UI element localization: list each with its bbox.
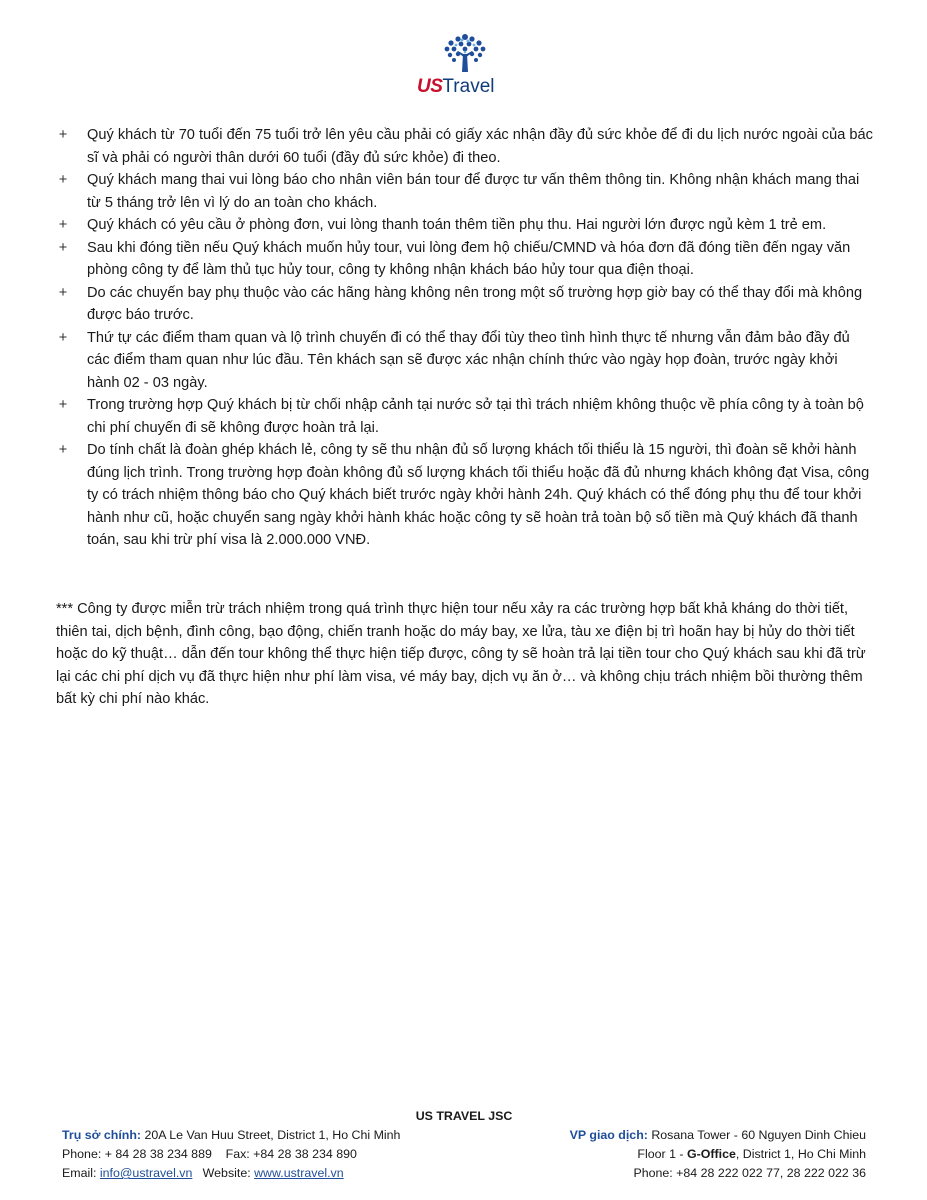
hq-phone: Phone: + 84 28 38 234 889 Fax: +84 28 38 234 890 bbox=[62, 1147, 357, 1161]
hq-label: Trụ sở chính: bbox=[62, 1128, 142, 1142]
list-item bbox=[56, 237, 874, 282]
list-item-text: Quý khách có yêu cầu ở phòng đơn, vui lòng thanh toán thêm tiền phụ thu. Hai người lớn được ngủ kèm 1 trẻ em. bbox=[87, 217, 827, 233]
list-item bbox=[56, 327, 874, 395]
plus-icon: + bbox=[58, 172, 68, 188]
office-floor-bold: G-Office bbox=[686, 1147, 736, 1161]
list-item bbox=[56, 214, 874, 237]
footer-left-column bbox=[62, 1126, 400, 1183]
list-item bbox=[56, 124, 874, 169]
list-item-text: Do các chuyến bay phụ thuộc vào các hãng hàng không nên trong một số trường hợp giờ bay có thể thay đổi mà không được báo trước. bbox=[87, 284, 863, 323]
plus-icon: + bbox=[58, 442, 68, 458]
hq-address-line bbox=[62, 1126, 400, 1145]
email-link[interactable]: info@ustravel.vn bbox=[99, 1166, 193, 1180]
page-footer bbox=[62, 1107, 866, 1183]
hq-address: 20A Le Van Huu Street, District 1, Ho Chi Minh bbox=[141, 1128, 401, 1142]
office-label: VP giao dịch: bbox=[569, 1128, 648, 1142]
list-item-text: Thứ tự các điểm tham quan và lộ trình chuyến đi có thể thay đổi tùy theo tình hình thực tế nhưng vẫn đảm bảo đầy đủ các điểm tham quan như lúc đầu. Tên khách sạn sẽ được xác nhận chính thức vào ngày họp đoàn, trước ngày khởi hành 02 - 03 ngày. bbox=[87, 329, 850, 391]
office-address: Rosana Tower - 60 Nguyen Dinh Chieu bbox=[647, 1128, 866, 1142]
plus-icon: + bbox=[58, 239, 68, 256]
list-item-text: Do tính chất là đoàn ghép khách lẻ, công ty sẽ thu nhận đủ số lượng khách tối thiểu là 15 người, thì đoàn sẽ khởi hành đúng lịch trình. Trong trường hợp đoàn không đủ số lượng khách tối thiểu hoặc đã đủ nhưng khách không đạt Visa, công ty có trách nhiệm thông báo cho Quý khách biết trước ngày khởi hành 24h. Quý khách có thể đóng phụ thu để tour khởi hành như cũ, hoặc chuyển sang ngày khởi hành khác hoặc công ty sẽ hoàn trả toàn bộ số tiền mà Quý khách đã thanh toán, sau khi trừ phí visa là 2.000.000 VNĐ. bbox=[87, 442, 870, 548]
office-floor-post: , District 1, Ho Chi Minh bbox=[735, 1147, 866, 1161]
footer-row bbox=[62, 1126, 866, 1183]
contact-line bbox=[62, 1164, 400, 1183]
logo-wordmark bbox=[417, 76, 495, 98]
office-floor-line bbox=[570, 1145, 866, 1164]
plus-icon: + bbox=[58, 284, 68, 301]
footer-right-column bbox=[570, 1126, 866, 1183]
office-floor-pre: Floor 1 - bbox=[637, 1147, 687, 1161]
list-item-text: Quý khách mang thai vui lòng báo cho nhân viên bán tour để được tư vấn thêm thông tin. Không nhận khách mang thai từ 5 tháng trở lên vì lý do an toàn cho khách. bbox=[87, 172, 860, 211]
plus-icon: + bbox=[58, 127, 68, 143]
conditions-list bbox=[56, 124, 874, 552]
logo-us: US bbox=[417, 76, 443, 97]
plus-icon: + bbox=[58, 329, 68, 346]
office-phone: Phone: +84 28 222 022 77, 28 222 022 36 bbox=[633, 1166, 866, 1180]
tree-icon bbox=[439, 32, 491, 76]
website-link[interactable]: www.ustravel.vn bbox=[254, 1166, 344, 1180]
logo-travel: Travel bbox=[442, 76, 495, 97]
list-item bbox=[56, 169, 874, 214]
company-logo bbox=[413, 32, 517, 100]
plus-icon: + bbox=[58, 217, 68, 233]
list-item bbox=[56, 439, 874, 552]
plus-icon: + bbox=[58, 397, 68, 413]
email-label: Email: bbox=[62, 1166, 100, 1180]
footer-company-name: US TRAVEL JSC bbox=[415, 1109, 513, 1123]
list-item-text: Quý khách từ 70 tuổi đến 75 tuổi trở lên yêu cầu phải có giấy xác nhận đầy đủ sức khỏe để đi du lịch nước ngoài của bác sĩ và phải có người thân dưới 60 tuổi (đầy đủ sức khỏe) đi theo. bbox=[87, 127, 873, 166]
list-item-text: Sau khi đóng tiền nếu Quý khách muốn hủy tour, vui lòng đem hộ chiếu/CMND và hóa đơn đã đóng tiền đến ngay văn phòng công ty để làm thủ tục hủy tour, công ty không nhận khách báo hủy tour qua điện thoại. bbox=[87, 239, 851, 278]
website-label: Website: bbox=[192, 1166, 255, 1180]
list-item bbox=[56, 282, 874, 327]
disclaimer-paragraph: *** Công ty được miễn trừ trách nhiệm trong quá trình thực hiện tour nếu xảy ra các trường hợp bất khả kháng do thời tiết, thiên tai, dịch bệnh, đình công, bạo động, chiến tranh hoặc do máy bay, xe lửa, tàu xe điện bị trì hoãn hay bị hủy do thời tiết hoặc do kỹ thuật… dẫn đến tour không thể thực hiện tiếp được, công ty sẽ hoàn trả lại tiền tour cho Quý khách sau khi đã trừ lại các chi phí dịch vụ đã thực hiện như phí làm visa, vé máy bay, dịch vụ ăn ở… và không chịu trách nhiệm bồi thường thêm bất kỳ chi phí nào khác. bbox=[56, 601, 866, 707]
list-item-text: Trong trường hợp Quý khách bị từ chối nhập cảnh tại nước sở tại thì trách nhiệm không thuộc về phía công ty à toàn bộ chi phí chuyến đi sẽ không được hoàn trả lại. bbox=[87, 397, 864, 436]
list-item bbox=[56, 394, 874, 439]
office-address-line bbox=[570, 1126, 866, 1145]
